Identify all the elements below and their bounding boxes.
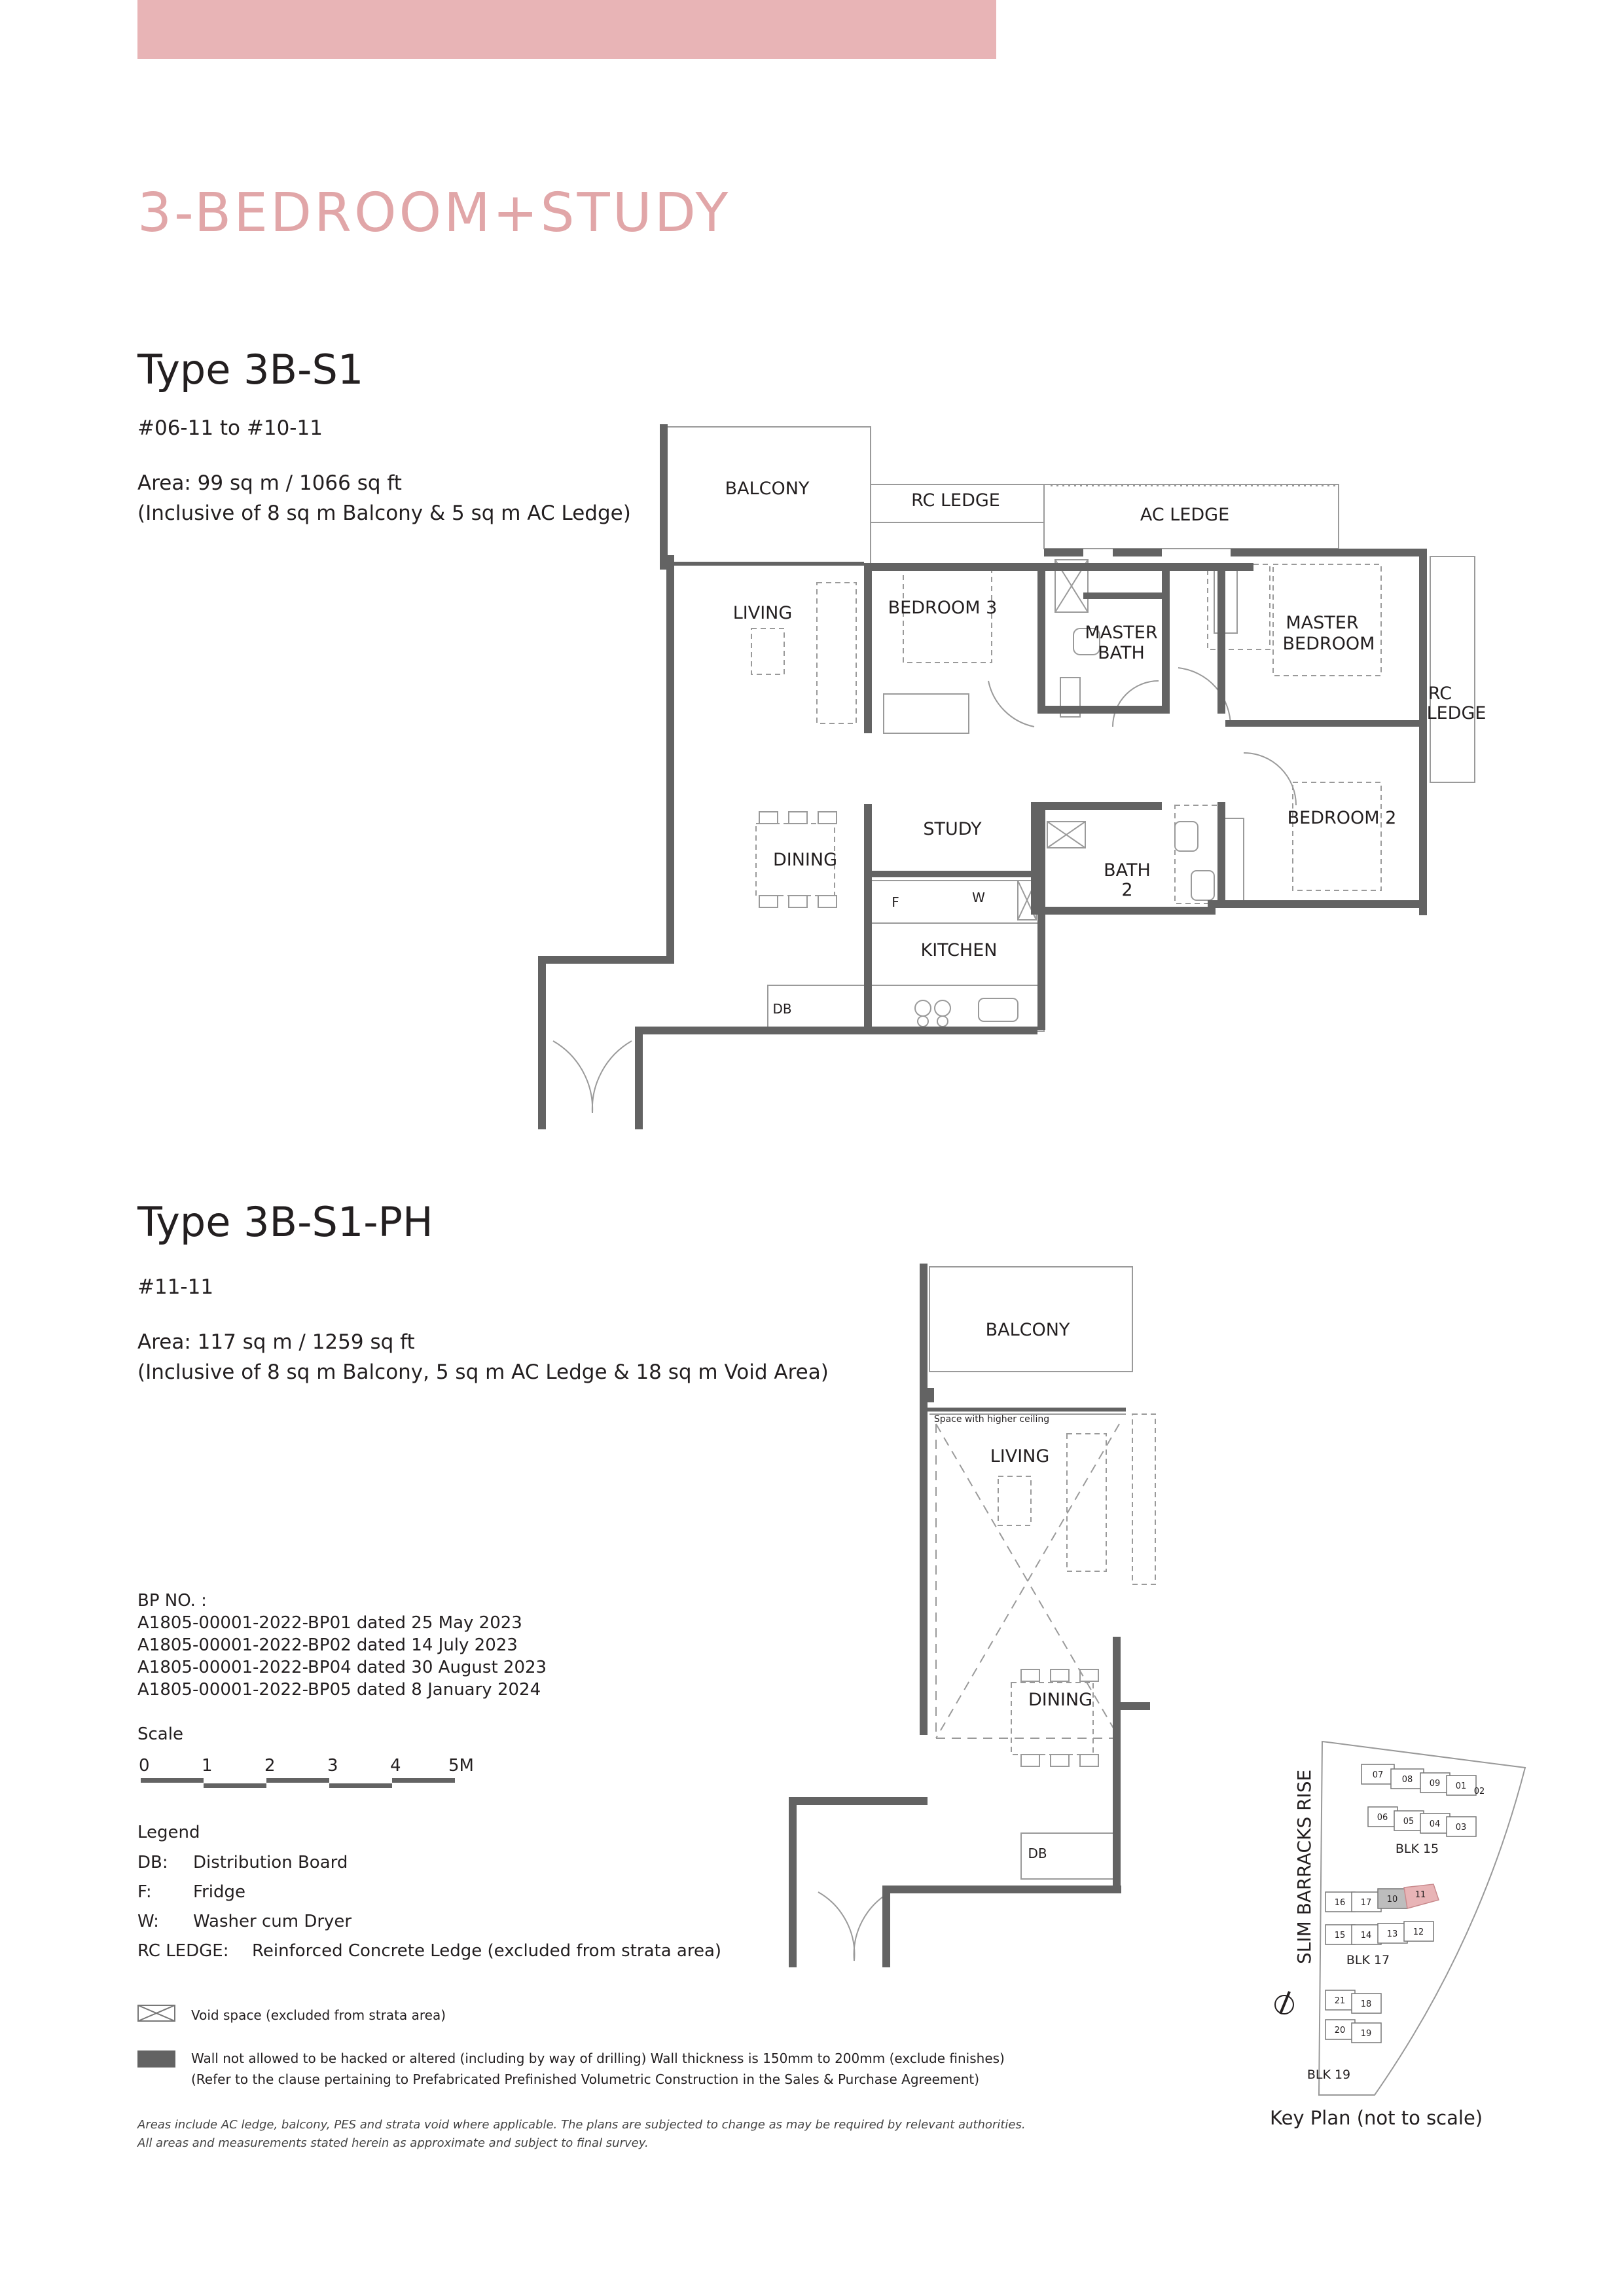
room-master-bedroom-line2: BEDROOM (1282, 634, 1375, 654)
legend-value: Distribution Board (193, 1853, 348, 1872)
ph-room-dining: DINING (1028, 1690, 1093, 1710)
north-arrow-icon (1275, 1992, 1293, 2014)
scale-label: Scale (137, 1724, 183, 1744)
plan1-title: Type 3B-S1 (137, 346, 364, 393)
legend-value: Fridge (193, 1882, 245, 1902)
room-bath-2-line2: 2 (1121, 880, 1133, 900)
legend-value: Reinforced Concrete Ledge (excluded from strata area) (252, 1941, 722, 1961)
wall-note-line2: (Refer to the clause pertaining to Prefabricated Prefinished Volumetric Construction in the Sales & Purchase Agreement) (191, 2071, 980, 2087)
label-washer: W (972, 890, 985, 905)
key-unit: 10 (1386, 1895, 1398, 1904)
bp-label: BP NO. : (137, 1591, 207, 1611)
legend-item-washer (137, 1910, 351, 1933)
scale-tick-3: 3 (327, 1756, 338, 1776)
key-unit: 08 (1401, 1775, 1413, 1785)
key-block-17: BLK 17 (1346, 1953, 1390, 1967)
legend-item-rc-ledge (137, 1940, 721, 1962)
plan1-area-inclusive: (Inclusive of 8 sq m Balcony & 5 sq m AC Ledge) (137, 501, 631, 525)
room-rc-ledge-side-line2: LEDGE (1426, 703, 1487, 723)
key-unit: 01 (1455, 1781, 1467, 1791)
room-living: LIVING (732, 603, 793, 623)
key-unit: 15 (1334, 1931, 1346, 1941)
key-unit: 14 (1360, 1931, 1372, 1941)
room-rc-ledge-top: RC LEDGE (911, 490, 1000, 511)
room-dining: DINING (772, 850, 838, 870)
key-unit: 20 (1334, 2026, 1346, 2035)
legend-key: F: (137, 1882, 152, 1902)
room-master-bath-line1: MASTER (1085, 623, 1158, 643)
scale-tick-0: 0 (139, 1756, 150, 1776)
key-road-label: SLIM BARRACKS RISE (1293, 1769, 1315, 1964)
key-unit: 18 (1360, 1999, 1372, 2009)
room-bedroom-3: BEDROOM 3 (888, 598, 998, 618)
scale-tick-1: 1 (202, 1756, 213, 1776)
key-unit: 12 (1413, 1927, 1424, 1937)
key-unit: 13 (1386, 1929, 1398, 1939)
bp-line-3: A1805-00001-2022-BP04 dated 30 August 2023 (137, 1658, 547, 1677)
key-unit: 17 (1360, 1898, 1372, 1908)
scale-tick-2: 2 (264, 1756, 276, 1776)
key-plan-caption: Key Plan (not to scale) (1270, 2107, 1483, 2129)
void-space-note: Void space (excluded from strata area) (191, 2007, 446, 2023)
legend-value: Washer cum Dryer (193, 1912, 352, 1931)
plan2-area-inclusive: (Inclusive of 8 sq m Balcony, 5 sq m AC Ledge & 18 sq m Void Area) (137, 1360, 829, 1384)
key-block-15: BLK 15 (1395, 1842, 1439, 1856)
room-rc-ledge-side-line1: RC (1428, 683, 1452, 704)
bp-line-1: A1805-00001-2022-BP01 dated 25 May 2023 (137, 1613, 522, 1633)
page-heading: 3-BEDROOM+STUDY (137, 182, 731, 244)
legend-item-db (137, 1851, 348, 1874)
room-bedroom-2: BEDROOM 2 (1287, 808, 1397, 828)
key-unit: 09 (1429, 1779, 1441, 1789)
room-balcony: BALCONY (725, 479, 810, 499)
key-unit: 03 (1455, 1823, 1467, 1832)
ph-room-balcony: BALCONY (985, 1320, 1070, 1340)
plan2-area: Area: 117 sq m / 1259 sq ft (137, 1330, 415, 1354)
label-fridge: F (892, 894, 899, 910)
wall-swatch-icon (137, 2050, 175, 2068)
plan1-area: Area: 99 sq m / 1066 sq ft (137, 471, 402, 495)
scale-tick-4: 4 (390, 1756, 401, 1776)
legend-key: RC LEDGE: (137, 1941, 229, 1961)
bp-line-2: A1805-00001-2022-BP02 dated 14 July 2023 (137, 1635, 518, 1655)
room-ac-ledge: AC LEDGE (1140, 505, 1230, 525)
scale-bar (141, 1776, 468, 1795)
void-space-icon (137, 2005, 177, 2024)
key-unit: 19 (1360, 2029, 1372, 2039)
key-unit-highlighted: 11 (1415, 1890, 1426, 1900)
plan1-unit-numbers: #06-11 to #10-11 (137, 416, 323, 440)
key-block-19: BLK 19 (1307, 2068, 1351, 2082)
key-unit: 06 (1377, 1813, 1388, 1823)
key-unit: 05 (1403, 1817, 1415, 1827)
legend-item-fridge (137, 1881, 245, 1903)
legend-key: W: (137, 1912, 159, 1931)
key-plan (1244, 1728, 1538, 2108)
key-unit: 21 (1334, 1996, 1346, 2006)
legend-key: DB: (137, 1853, 168, 1872)
room-kitchen: KITCHEN (920, 940, 998, 960)
bp-line-4: A1805-00001-2022-BP05 dated 8 January 2024 (137, 1680, 541, 1700)
plan2-title: Type 3B-S1-PH (137, 1198, 433, 1246)
disclaimer-line1: Areas include AC ledge, balcony, PES and strata void where applicable. The plans are subjected to change as may be required by relevant authorities. (137, 2118, 1026, 2132)
room-bath-2-line1: BATH (1104, 860, 1151, 881)
label-db: DB (772, 1001, 792, 1017)
key-unit: 16 (1334, 1898, 1346, 1908)
disclaimer-line2: All areas and measurements stated herein as approximate and subject to final survey. (137, 2136, 649, 2150)
ph-ceiling-note: Space with higher ceiling (933, 1414, 1050, 1425)
scale-tick-5m: 5M (448, 1756, 474, 1776)
plan2-unit-numbers: #11-11 (137, 1275, 214, 1299)
room-master-bath-line2: BATH (1098, 643, 1145, 663)
ph-label-db: DB (1028, 1846, 1047, 1861)
ph-room-living: LIVING (990, 1446, 1050, 1467)
key-unit: 04 (1429, 1819, 1441, 1829)
legend-title: Legend (137, 1823, 200, 1842)
wall-note-line1: Wall not allowed to be hacked or altered (including by way of drilling) Wall thickness is 150mm to 200mm (exclude finishes) (191, 2050, 1005, 2066)
room-study: STUDY (923, 819, 982, 839)
key-unit: 02 (1473, 1787, 1485, 1796)
key-unit: 07 (1372, 1770, 1384, 1780)
room-master-bedroom-line1: MASTER (1286, 613, 1359, 633)
